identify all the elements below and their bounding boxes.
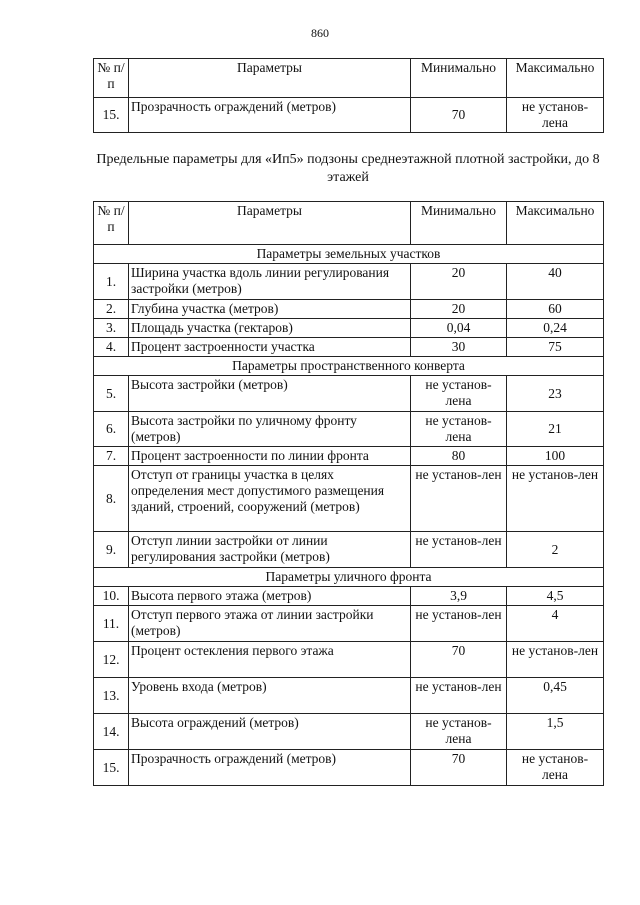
section-title: Параметры земельных участков [94, 245, 604, 264]
row-max: 1,5 [507, 714, 604, 750]
header-min: Минимально [411, 59, 507, 98]
row-max: 40 [507, 264, 604, 300]
parameters-table [93, 201, 604, 786]
row-param: Ширина участка вдоль линии регулирования застройки (метров) [129, 264, 411, 300]
row-min: не установ-лена [411, 714, 507, 750]
table-row [94, 447, 604, 466]
header-max: Максимально [507, 59, 604, 98]
row-num: 8. [94, 466, 129, 532]
row-max: 4 [507, 606, 604, 642]
row-max: 100 [507, 447, 604, 466]
table-row [94, 606, 604, 642]
section-title: Параметры пространственного конверта [94, 357, 604, 376]
table-row [94, 587, 604, 606]
row-num: 7. [94, 447, 129, 466]
row-param: Процент застроенности по линии фронта [129, 447, 411, 466]
row-num: 15. [94, 750, 129, 786]
table-row [94, 532, 604, 568]
table-row [94, 714, 604, 750]
header-num: № п/п [94, 202, 129, 245]
row-param: Высота застройки по уличному фронту (метров) [129, 412, 411, 447]
row-num: 1. [94, 264, 129, 300]
row-param: Процент остекления первого этажа [129, 642, 411, 678]
table-row [94, 319, 604, 338]
row-num: 12. [94, 642, 129, 678]
row-param: Площадь участка (гектаров) [129, 319, 411, 338]
table-row [94, 264, 604, 300]
row-min: не установ-лена [411, 412, 507, 447]
table-header-row [94, 59, 604, 98]
row-num: 14. [94, 714, 129, 750]
row-min: 20 [411, 300, 507, 319]
page-number: 860 [311, 26, 329, 40]
parameters-table-body [94, 245, 604, 786]
header-max: Максимально [507, 202, 604, 245]
section-row [94, 245, 604, 264]
table-row [94, 376, 604, 412]
header-param: Параметры [129, 59, 411, 98]
row-max: 60 [507, 300, 604, 319]
row-num: 10. [94, 587, 129, 606]
table-row [94, 466, 604, 532]
row-min: не установ-лен [411, 532, 507, 568]
row-num: 3. [94, 319, 129, 338]
row-max: не установ-лена [507, 750, 604, 786]
row-param: Высота застройки (метров) [129, 376, 411, 412]
row-param: Высота ограждений (метров) [129, 714, 411, 750]
row-param: Процент застроенности участка [129, 338, 411, 357]
row-min: 70 [411, 750, 507, 786]
table-caption: Предельные параметры для «Ип5» подзоны среднеэтажной плотной застройки, до 8 этажей [96, 152, 600, 185]
row-max: 0,24 [507, 319, 604, 338]
row-min: 80 [411, 447, 507, 466]
row-max: 21 [507, 412, 604, 447]
header-min: Минимально [411, 202, 507, 245]
row-num: 9. [94, 532, 129, 568]
row-min: 3,9 [411, 587, 507, 606]
row-max: 2 [507, 532, 604, 568]
section-title: Параметры уличного фронта [94, 568, 604, 587]
row-param: Глубина участка (метров) [129, 300, 411, 319]
table-row [94, 300, 604, 319]
row-param: Прозрачность ограждений (метров) [129, 750, 411, 786]
row-min: 70 [411, 642, 507, 678]
row-max: не установ-лен [507, 642, 604, 678]
row-min: 30 [411, 338, 507, 357]
row-param: Прозрачность ограждений (метров) [129, 98, 411, 133]
row-max: не установ-лена [507, 98, 604, 133]
section-row [94, 568, 604, 587]
continuation-table [93, 58, 604, 133]
header-param: Параметры [129, 202, 411, 245]
row-param: Отступ линии застройки от линии регулирования застройки (метров) [129, 532, 411, 568]
row-param: Отступ первого этажа от линии застройки (метров) [129, 606, 411, 642]
table-row [94, 412, 604, 447]
table-row [94, 678, 604, 714]
table-row [94, 98, 604, 133]
row-param: Отступ от границы участка в целях определения мест допустимого размещения зданий, строений, сооружений (метров) [129, 466, 411, 532]
row-param: Уровень входа (метров) [129, 678, 411, 714]
table-row [94, 642, 604, 678]
row-min: 20 [411, 264, 507, 300]
header-num: № п/п [94, 59, 129, 98]
row-num: 4. [94, 338, 129, 357]
row-num: 11. [94, 606, 129, 642]
row-min: 0,04 [411, 319, 507, 338]
row-num: 15. [94, 98, 129, 133]
row-num: 6. [94, 412, 129, 447]
row-min: не установ-лен [411, 606, 507, 642]
row-num: 13. [94, 678, 129, 714]
row-param: Высота первого этажа (метров) [129, 587, 411, 606]
row-min: не установ-лен [411, 466, 507, 532]
row-max: не установ-лен [507, 466, 604, 532]
table-row [94, 338, 604, 357]
table-row [94, 750, 604, 786]
row-max: 4,5 [507, 587, 604, 606]
row-min: не установ-лена [411, 376, 507, 412]
row-min: 70 [411, 98, 507, 133]
row-max: 75 [507, 338, 604, 357]
row-num: 5. [94, 376, 129, 412]
row-max: 0,45 [507, 678, 604, 714]
row-num: 2. [94, 300, 129, 319]
section-row [94, 357, 604, 376]
table-header-row [94, 202, 604, 245]
row-max: 23 [507, 376, 604, 412]
row-min: не установ-лен [411, 678, 507, 714]
